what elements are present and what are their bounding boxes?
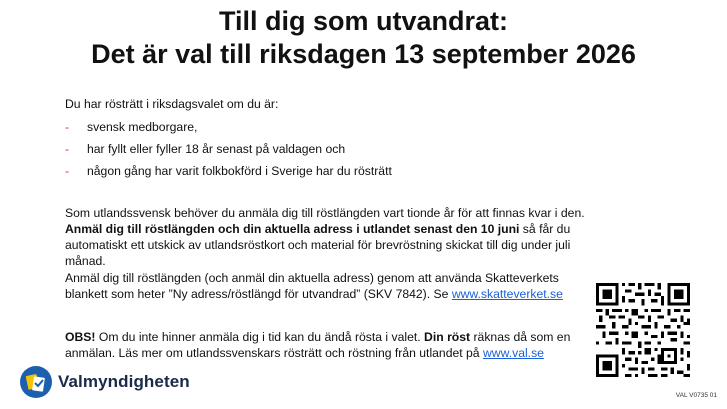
val-link[interactable]: www.val.se: [482, 346, 544, 360]
dash-bullet-icon: -: [65, 142, 70, 156]
dash-bullet-icon: -: [65, 164, 70, 178]
valmyndigheten-logo: [20, 366, 190, 398]
intro-text: Du har rösträtt i riksdagsvalet om du är:: [65, 97, 279, 111]
title-line-2: Det är val till riksdagen 13 september 2026: [91, 39, 636, 69]
page-title: [0, 5, 727, 71]
title-line-1: Till dig som utvandrat:: [218, 6, 509, 36]
form-paragraph: Anmäl dig till röstlängden (och anmäl din aktuella adress) genom att använda Skatteverkets blankett som heter ”Ny adress/röstlängd för utvandrad” (SKV 7842). Se www.skatteverket.se: [65, 271, 563, 301]
list-item: - svensk medborgare,: [65, 120, 198, 134]
ballot-logo-icon: [20, 366, 52, 398]
logo-text: Valmyndigheten: [58, 372, 190, 391]
registration-paragraph: Som utlandssvensk behöver du anmäla dig till röstlängden vart tionde år för att finnas kvar i den. Anmäl dig till röstlängden och din aktuella adress i utlandet senast den 10 juni så får du automatiskt ett utskick av utlandsröstkort och material för brevröstning skickat till dig under juli månad.: [65, 206, 585, 268]
requirements-list: [65, 119, 585, 185]
list-item: - någon gång har varit folkbokförd i Sverige har du rösträtt: [65, 164, 392, 178]
dash-bullet-icon: -: [65, 120, 70, 134]
list-item: - har fyllt eller fyller 18 år senast på valdagen och: [65, 142, 346, 156]
notice-paragraph: OBS! Om du inte hinner anmäla dig i tid kan du ändå rösta i valet. Din röst räknas då som en anmälan. Läs mer om utlandssvenskars rösträtt och röstning från utlandet på www.val.se: [65, 330, 571, 360]
skatteverket-link[interactable]: www.skatteverket.se: [451, 287, 563, 301]
document-code: VAL V0735 01: [675, 392, 717, 399]
qr-code-icon[interactable]: [596, 283, 690, 377]
